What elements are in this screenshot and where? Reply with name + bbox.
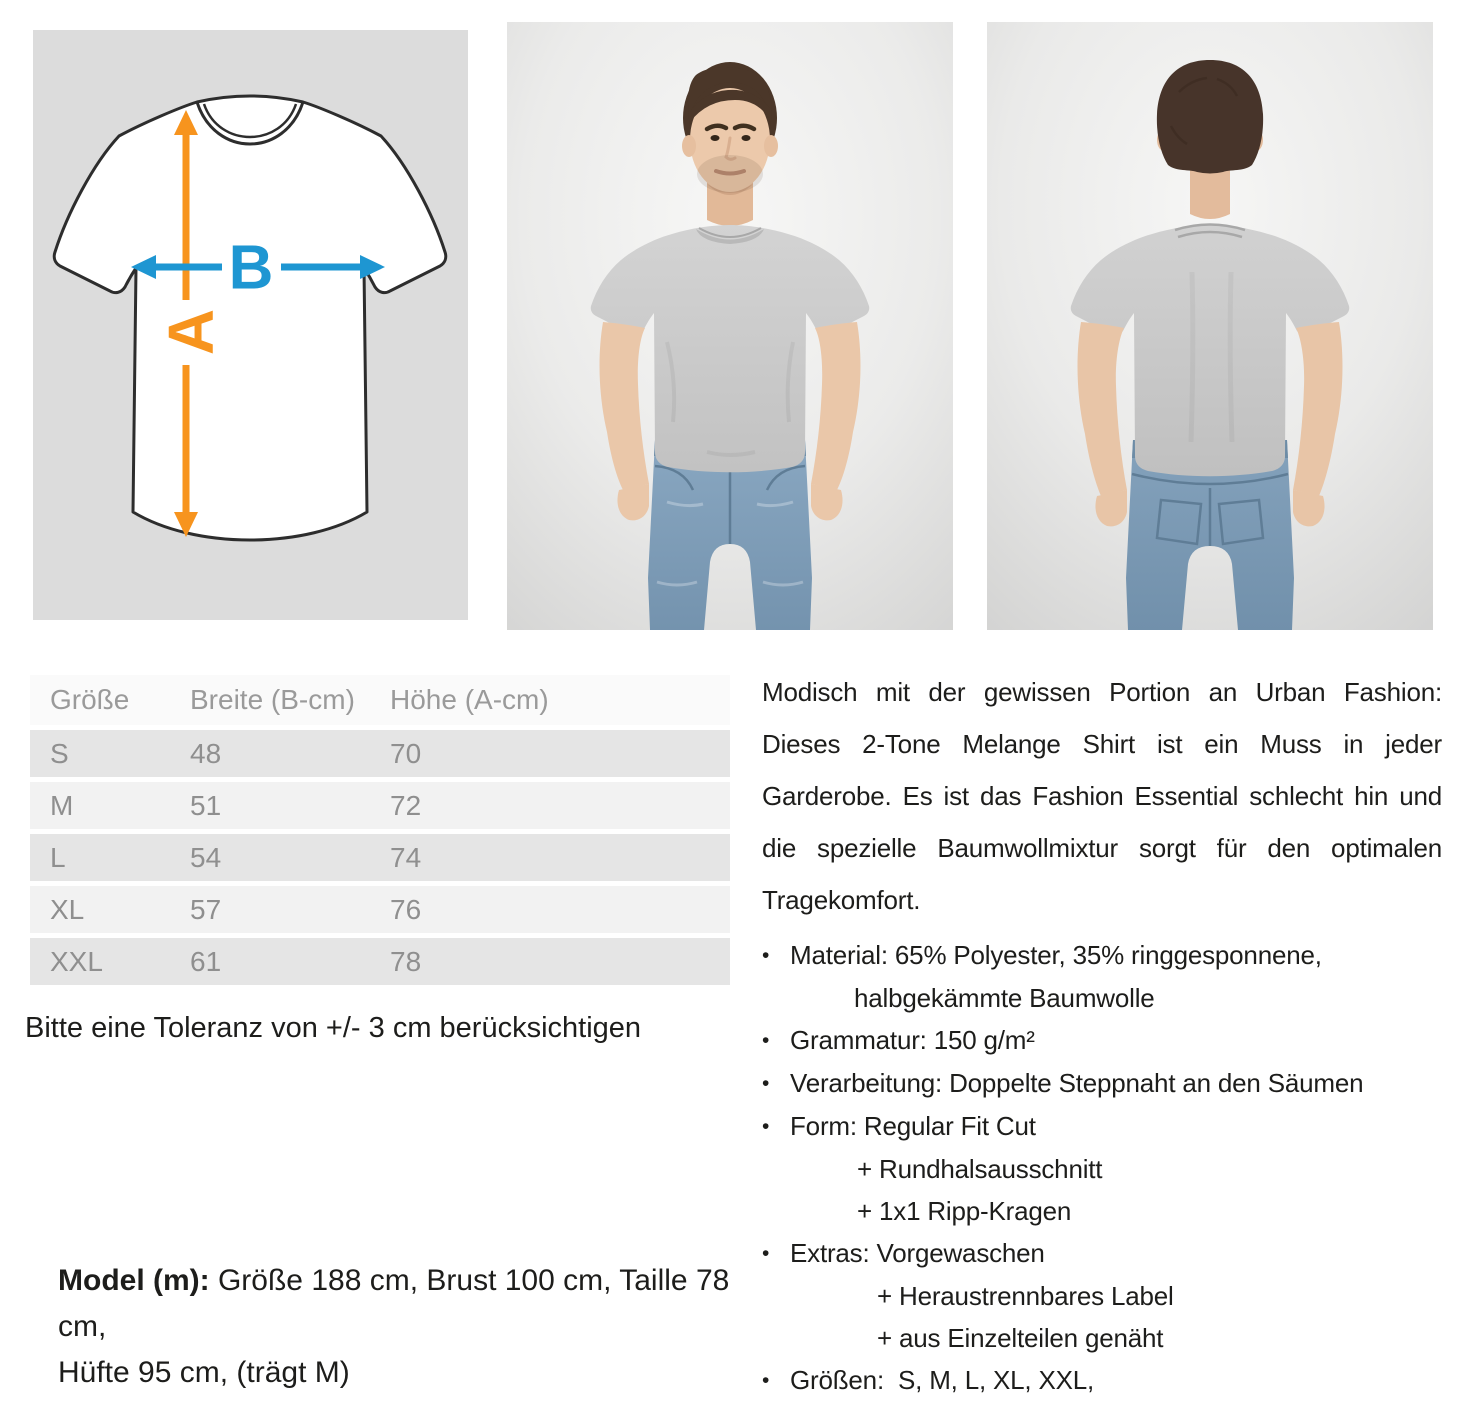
hair xyxy=(1157,60,1263,174)
feature-item-label: + Heraustrennbares Label xyxy=(877,1281,1174,1311)
feature-item-extras: • Extras: Vorgewaschen xyxy=(762,1232,1442,1275)
model-back-illustration xyxy=(987,22,1433,630)
model-measurements-line1 xyxy=(58,1258,748,1350)
cell-width: 54 xyxy=(190,841,222,873)
cell-height: 70 xyxy=(390,737,422,769)
description-paragraph: Modisch mit der gewissen Portion an Urban Fashion: Dieses 2-Tone Melange Shirt ist ein Muss in jeder Garderobe. Es ist das Fashion Essential schlecht hin und die spezielle Baumwollmixtur sorgt für den optimalen Tragekomfort. xyxy=(762,677,1442,915)
feature-list xyxy=(762,934,1442,1401)
cell-width: 61 xyxy=(190,945,222,977)
table-row-m xyxy=(30,782,730,829)
model-measurements xyxy=(58,1258,748,1396)
tshirt-measurement-diagram xyxy=(33,30,468,620)
measurement-label-b: B xyxy=(228,233,274,303)
ear-right xyxy=(764,135,778,157)
feature-item-einzelteile: + aus Einzelteilen genäht xyxy=(877,1323,1164,1353)
cell-height: 78 xyxy=(390,945,422,977)
model-front-illustration xyxy=(507,22,953,630)
cell-size: M xyxy=(50,789,74,821)
table-row-xxl xyxy=(30,938,730,985)
model-label: Model (m): xyxy=(58,1264,210,1297)
head-back xyxy=(1157,60,1263,174)
tolerance-note: Bitte eine Toleranz von +/- 3 cm berücksichtigen xyxy=(25,1012,642,1044)
feature-item-grammatur: • Grammatur: 150 g/m² xyxy=(762,1019,1442,1062)
cell-size: L xyxy=(50,841,66,873)
bullet-icon: • xyxy=(762,1242,770,1265)
feature-item-groessen: • Größen: S, M, L, XL, XXL, xyxy=(762,1359,1442,1401)
bullet-icon: • xyxy=(762,1369,770,1392)
bullet-icon: • xyxy=(762,1072,770,1095)
eye-left xyxy=(711,135,720,141)
feature-item-material: • Material: 65% Polyester, 35% ringgesponnene, xyxy=(762,934,1442,977)
bullet-icon: • xyxy=(762,1115,770,1138)
cell-size: S xyxy=(50,737,69,769)
header-height: Höhe (A-cm) xyxy=(390,684,549,715)
hand-left xyxy=(617,484,649,520)
size-diagram-panel xyxy=(33,30,468,620)
model-photo-front xyxy=(507,22,953,630)
table-row-l xyxy=(30,834,730,881)
hand-left xyxy=(1095,490,1127,526)
feature-item-verarbeitung: • Verarbeitung: Doppelte Steppnaht an den Säumen xyxy=(762,1062,1442,1105)
ear-left xyxy=(682,135,696,157)
model-line1-text: Größe 188 cm, Brust 100 cm, Taille 78 cm, xyxy=(58,1264,730,1343)
cell-width: 51 xyxy=(190,789,222,821)
cell-width: 48 xyxy=(190,737,222,769)
feature-item-form: • Form: Regular Fit Cut xyxy=(762,1105,1442,1148)
cell-height: 72 xyxy=(390,789,422,821)
cell-height: 76 xyxy=(390,893,422,925)
feature-item-rippkragen: + 1x1 Ripp-Kragen xyxy=(857,1196,1072,1226)
bullet-icon: • xyxy=(762,1029,770,1052)
cell-size: XL xyxy=(50,893,85,925)
table-row-xl xyxy=(30,886,730,933)
size-table xyxy=(30,675,730,990)
hand-right xyxy=(1293,490,1325,526)
bullet-icon: • xyxy=(762,944,770,967)
header-width: Breite (B-cm) xyxy=(190,684,355,715)
stubble-shading xyxy=(697,155,763,193)
model-measurements-line2: Hüfte 95 cm, (trägt M) xyxy=(58,1356,350,1389)
feature-item-rundhals: + Rundhalsausschnitt xyxy=(857,1154,1103,1184)
product-description xyxy=(762,666,1442,1401)
cell-height: 74 xyxy=(390,841,422,873)
model-photo-back xyxy=(987,22,1433,630)
table-row-s xyxy=(30,730,730,777)
cell-size: XXL xyxy=(50,945,103,977)
hand-right xyxy=(811,484,843,520)
eye-right xyxy=(742,135,751,141)
feature-item-material-cont: halbgekämmte Baumwolle xyxy=(854,983,1155,1013)
size-table-header xyxy=(30,675,730,725)
header-size: Größe xyxy=(50,684,130,715)
tshirt-outline xyxy=(54,96,446,540)
measurement-label-a: A xyxy=(155,308,227,356)
cell-width: 57 xyxy=(190,893,222,925)
